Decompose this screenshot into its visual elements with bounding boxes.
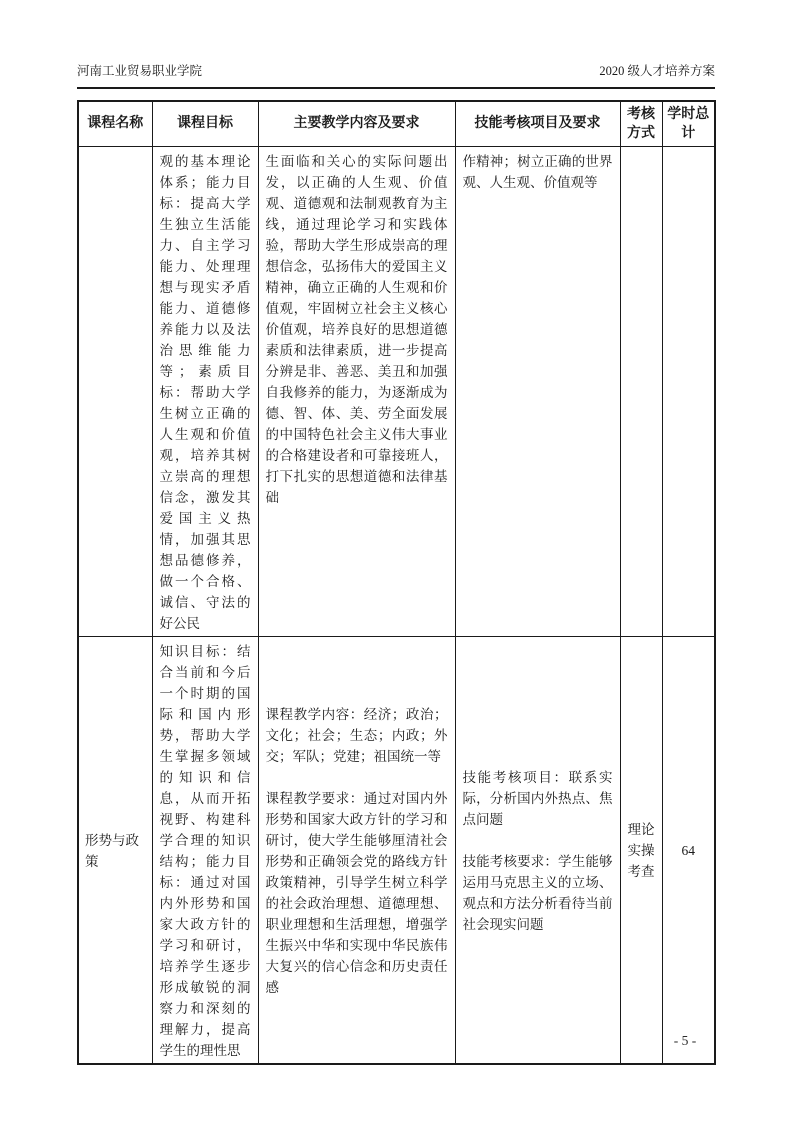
course-plan-table xyxy=(77,100,716,1065)
cell-course-objectives: 知识目标：结合当前和今后一个时期的国际和国内形势，帮助大学生掌握多领域的知识和信息，从而开拓视野、构建科学合理的知识结构；能力目标：通过对国内外形势和国家大政方针的学习和研讨，培养学生逐步形成敏锐的洞察力和深刻的理解力，提高学生的理性思 xyxy=(152,636,258,1064)
cell-skill-assessment xyxy=(455,636,620,1064)
cell-assessment-method xyxy=(620,146,662,636)
column-header-total-hours: 学时总计 xyxy=(662,101,715,146)
cell-course-objectives: 观的基本理论体系；能力目标：提高大学生独立生活能力、自主学习能力、处理理想与现实矛盾能力、道德修养能力以及法治思维能力等；素质目标：帮助大学生树立正确的人生观和价值观，培养其树立崇高的理想信念，激发其爱国主义热情，加强其思想品德修养，做一个合格、诚信、守法的好公民 xyxy=(152,146,258,636)
header-program-name: 2020 级人才培养方案 xyxy=(599,64,715,78)
cell-teaching-content xyxy=(258,636,455,1064)
cell-assessment-method: 理论实操考查 xyxy=(620,636,662,1064)
table-row xyxy=(78,146,715,636)
skill-assessment-paragraph: 技能考核项目：联系实际，分析国内外热点、焦点问题 xyxy=(462,769,613,827)
skill-requirements-paragraph: 技能考核要求：学生能够运用马克思主义的立场、观点和方法分析看待当前社会现实问题 xyxy=(462,853,613,932)
cell-teaching-content xyxy=(258,146,455,636)
cell-total-hours: 64 xyxy=(662,636,715,1064)
cell-total-hours xyxy=(662,146,715,636)
cell-course-name xyxy=(78,146,152,636)
cell-course-name: 形势与政策 xyxy=(78,636,152,1064)
column-header-objectives: 课程目标 xyxy=(152,101,258,146)
page-number: - 5 - xyxy=(673,1033,697,1048)
teaching-content-paragraph: 生面临和关心的实际问题出发，以正确的人生观、价值观、道德观和法制观教育为主线，通过理论学习和实践体验，帮助大学生形成崇高的理想信念，弘扬伟大的爱国主义精神，确立正确的人生观和价值观，牢固树立社会主义核心价值观，培养良好的思想道德素质和法律素质，进一步提高分辨是非、善恶、美丑和加强自我修养的能力，为逐渐成为德、智、体、美、劳全面发展的中国特色社会主义伟大事业的合格建设者和可靠接班人，打下扎实的思想道德和法律基础 xyxy=(265,153,448,505)
table-header-row xyxy=(78,101,715,146)
column-header-assessment-method: 考核方式 xyxy=(620,101,662,146)
skill-assessment-paragraph: 作精神；树立正确的世界观、人生观、价值观等 xyxy=(462,153,613,190)
teaching-requirements-paragraph: 课程教学要求：通过对国内外形势和国家大政方针的学习和研讨，使大学生能够厘清社会形势和正确领会党的路线方针政策精神，引导学生树立科学的社会政治理想、道德理想、职业理想和生活理想，增强学生振兴中华和实现中华民族伟大复兴的信心信念和历史责任感 xyxy=(265,790,448,995)
teaching-content-paragraph: 课程教学内容：经济；政治；文化；社会；生态；内政；外交；军队；党建；祖国统一等 xyxy=(265,706,448,764)
column-header-skill-assessment: 技能考核项目及要求 xyxy=(455,101,620,146)
cell-skill-assessment xyxy=(455,146,620,636)
column-header-teaching-content: 主要教学内容及要求 xyxy=(258,101,455,146)
header-school-name: 河南工业贸易职业学院 xyxy=(77,64,203,78)
column-header-course-name: 课程名称 xyxy=(78,101,152,146)
table-row xyxy=(78,636,715,1064)
document-header xyxy=(77,62,715,89)
